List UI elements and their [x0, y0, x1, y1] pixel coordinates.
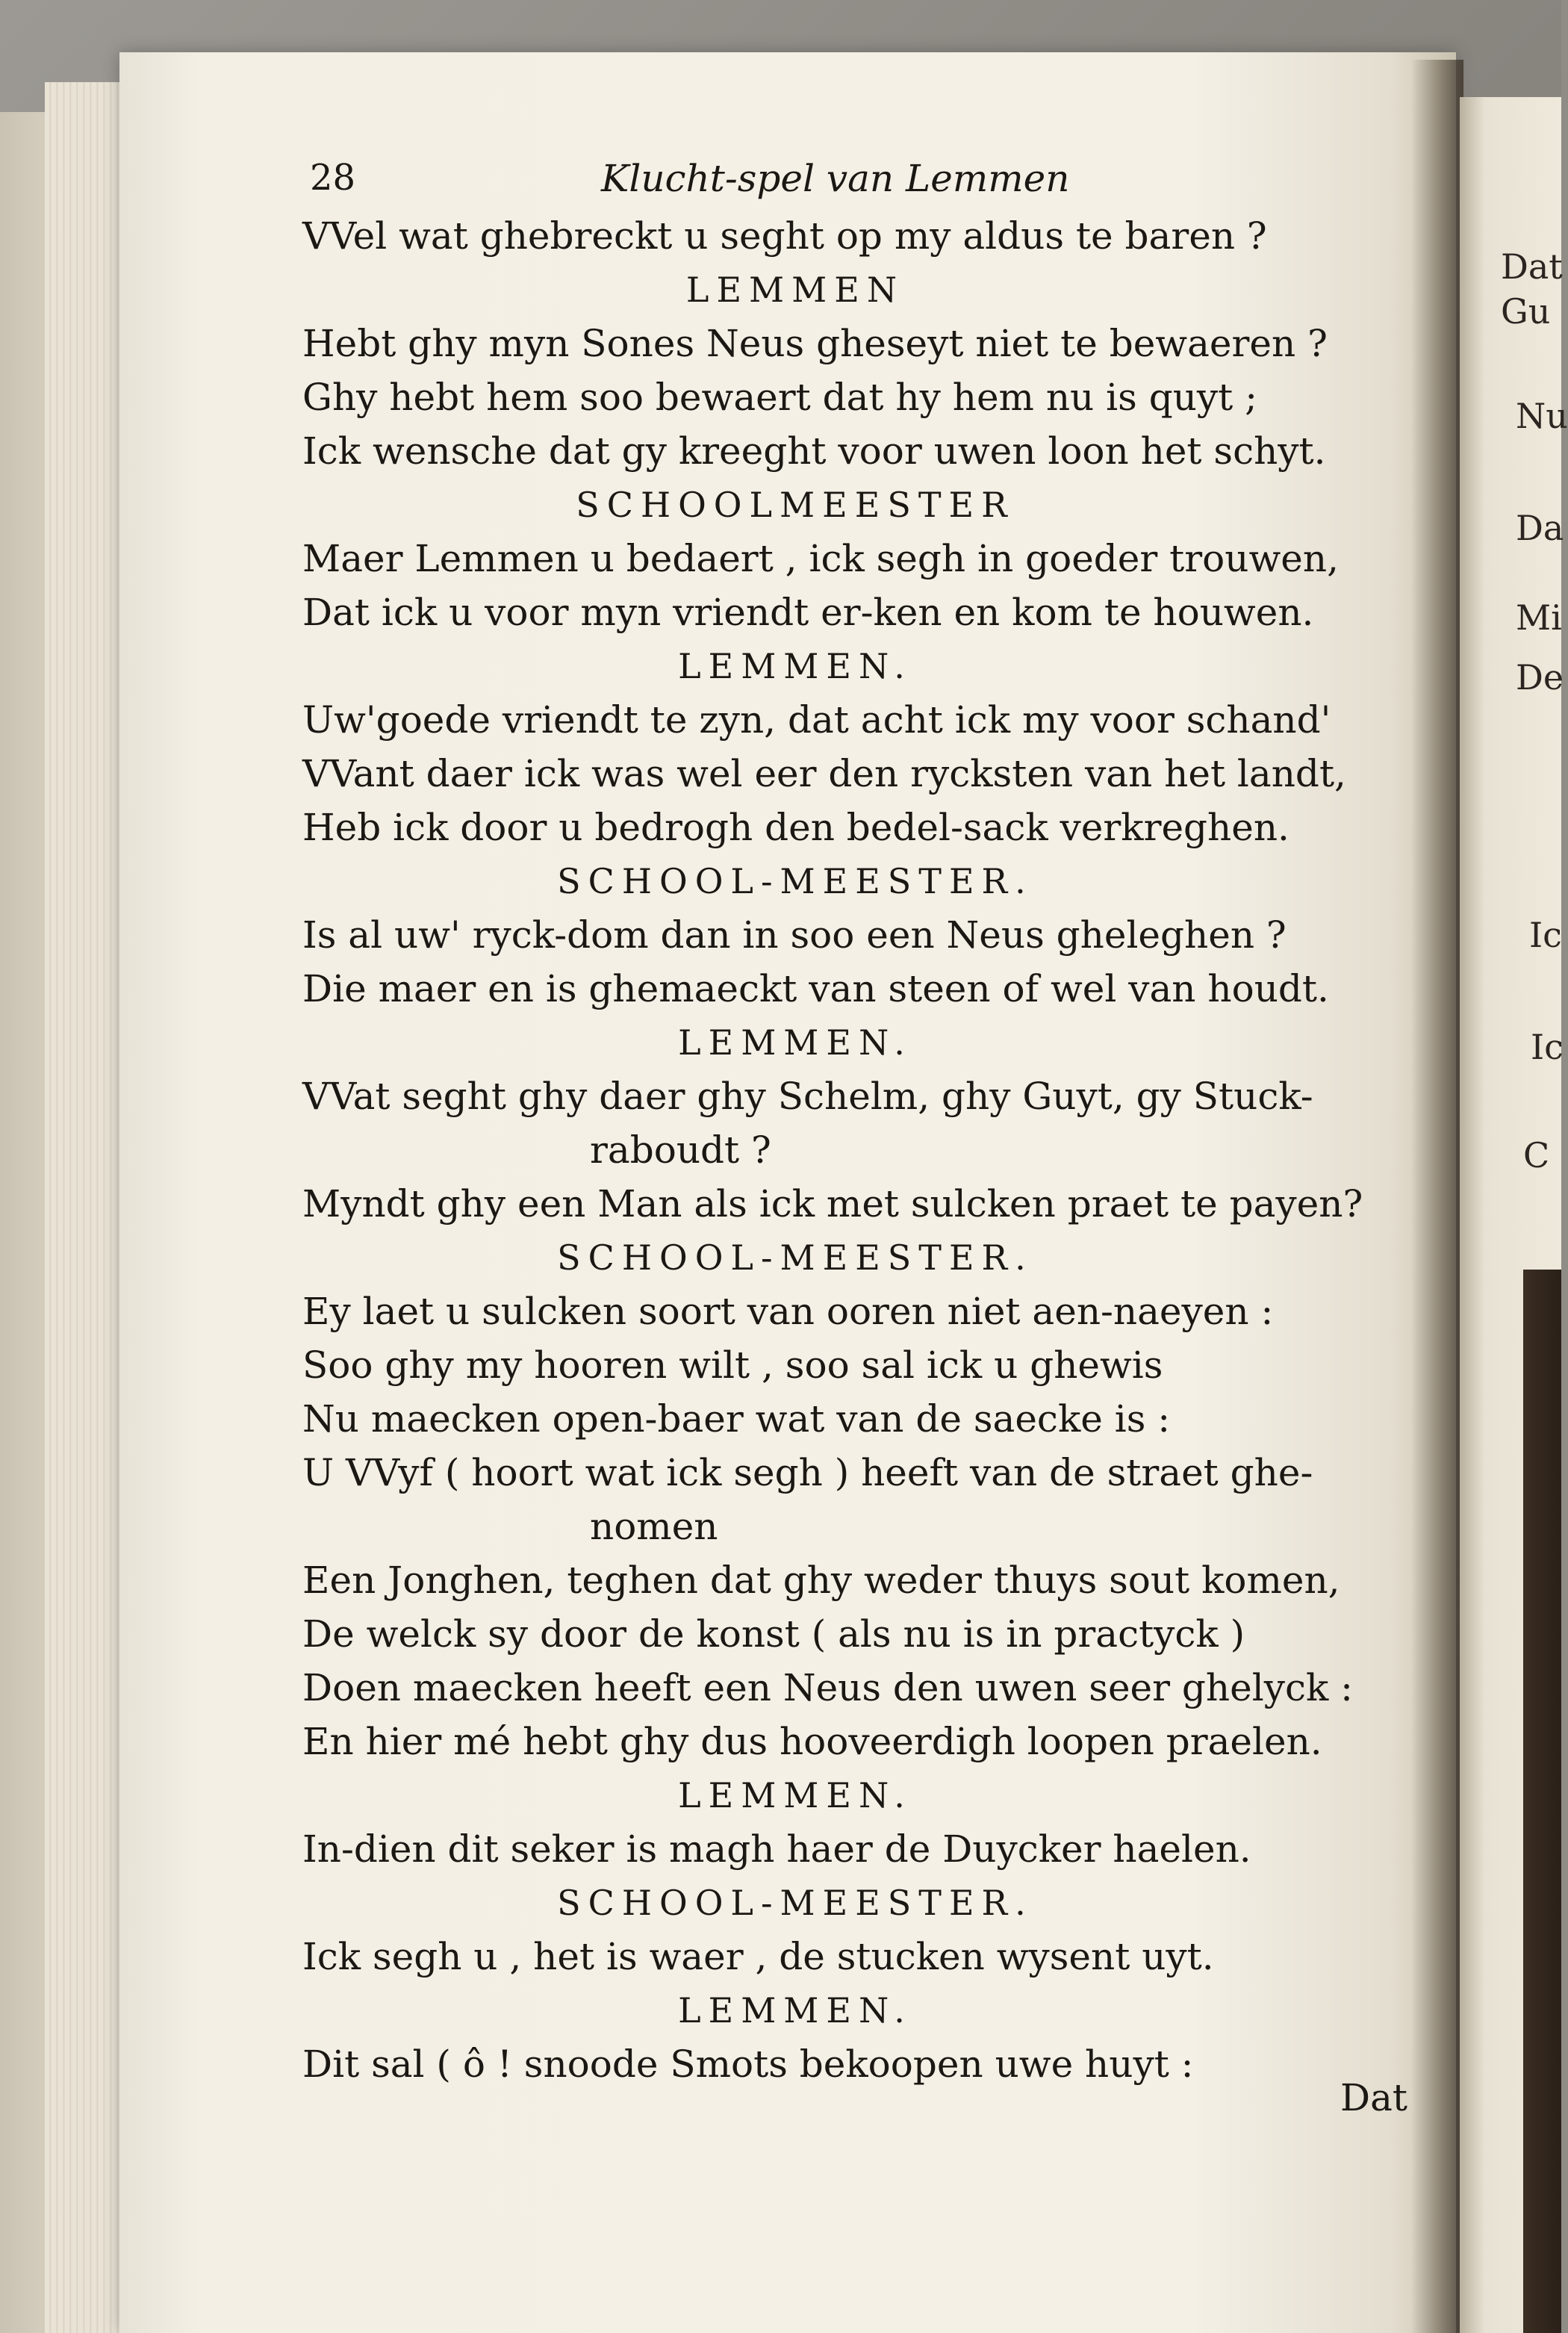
right-page-fragment: De — [1516, 657, 1564, 698]
verse-line: U VVyf ( hoort wat ick segh ) heeft van de straet ghe- — [302, 1451, 1313, 1494]
book-gutter — [1411, 60, 1463, 2333]
speaker-heading: LEMMEN. — [678, 1990, 912, 2031]
verse-line: Uw'goede vriendt te zyn, dat acht ick my voor schand' — [302, 698, 1331, 742]
right-page-fragment: C — [1523, 1135, 1550, 1175]
verse-line: Dit sal ( ô ! snoode Smots bekoopen uwe huyt : — [302, 2042, 1194, 2086]
speaker-heading: SCHOOL-MEESTER. — [557, 1883, 1033, 1923]
printed-text — [302, 157, 1407, 2091]
dark-sleeve — [1523, 1270, 1561, 2333]
catchword: Dat — [1340, 2076, 1407, 2119]
speaker-heading: SCHOOL-MEESTER. — [557, 861, 1033, 901]
verse-line: Een Jonghen, teghen dat ghy weder thuys sout komen, — [302, 1559, 1340, 1602]
running-title: Klucht-spel van Lemmen — [601, 157, 1070, 200]
speaker-heading: SCHOOL-MEESTER. — [557, 1237, 1033, 1278]
right-page-fragment: Da — [1516, 508, 1564, 548]
verse-line: Ey laet u sulcken soort van ooren niet aen-naeyen : — [302, 1290, 1274, 1333]
right-page-fragment: Dat — [1501, 246, 1563, 287]
right-page-fragment: Ic — [1531, 1027, 1564, 1067]
verse-line: raboudt ? — [590, 1128, 771, 1172]
right-page-fragment: Mi — [1516, 597, 1562, 638]
verse-line: In-dien dit seker is magh haer de Duycker haelen. — [302, 1827, 1251, 1871]
right-page-fragment: Nu — [1516, 396, 1568, 436]
speaker-heading: SCHOOLMEESTER — [576, 485, 1015, 525]
speaker-heading: LEMMEN. — [678, 1022, 912, 1063]
verse-line: Maer Lemmen u bedaert , ick segh in goeder trouwen, — [302, 537, 1339, 580]
right-page-fragment: Gu — [1501, 291, 1551, 332]
verse-line: Nu maecken open-baer wat van de saecke is : — [302, 1397, 1171, 1441]
verse-line: VVel wat ghebreckt u seght op my aldus te baren ? — [302, 214, 1267, 258]
verse-line: VVant daer ick was wel eer den rycksten van het landt, — [302, 752, 1346, 795]
speaker-heading: LEMMEN — [685, 270, 905, 310]
verse-line: Doen maecken heeft een Neus den uwen seer ghelyck : — [302, 1666, 1354, 1709]
verse-line: nomen — [590, 1505, 718, 1548]
verse-line: Heb ick door u bedrogh den bedel-sack verkreghen. — [302, 806, 1289, 849]
page-number: 28 — [310, 157, 356, 199]
verse-line: Soo ghy my hooren wilt , soo sal ick u ghewis — [302, 1343, 1163, 1387]
text-lines — [302, 209, 1407, 2091]
verse-line: Hebt ghy myn Sones Neus gheseyt niet te bewaeren ? — [302, 322, 1328, 365]
speaker-heading: LEMMEN. — [678, 646, 912, 686]
verse-line: Ghy hebt hem soo bewaert dat hy hem nu is quyt ; — [302, 376, 1257, 419]
verse-line: En hier mé hebt ghy dus hooveerdigh loopen praelen. — [302, 1720, 1322, 1763]
speaker-heading: LEMMEN. — [678, 1775, 912, 1815]
right-page-fragment: Ic — [1529, 915, 1562, 955]
verse-line: Is al uw' ryck-dom dan in soo een Neus gheleghen ? — [302, 913, 1287, 957]
verse-line: Dat ick u voor myn vriendt er-ken en kom te houwen. — [302, 591, 1314, 634]
verse-line: De welck sy door de konst ( als nu is in practyck ) — [302, 1612, 1245, 1656]
verse-line: Myndt ghy een Man als ick met sulcken praet te payen? — [302, 1182, 1363, 1225]
running-head — [302, 157, 1407, 209]
verse-line: VVat seght ghy daer ghy Schelm, ghy Guyt, gy Stuck- — [302, 1075, 1313, 1118]
verse-line: Die maer en is ghemaeckt van steen of wel van houdt. — [302, 967, 1329, 1010]
verse-line: Ick segh u , het is waer , de stucken wysent uyt. — [302, 1935, 1214, 1978]
verse-line: Ick wensche dat gy kreeght voor uwen loon het schyt. — [302, 429, 1326, 473]
